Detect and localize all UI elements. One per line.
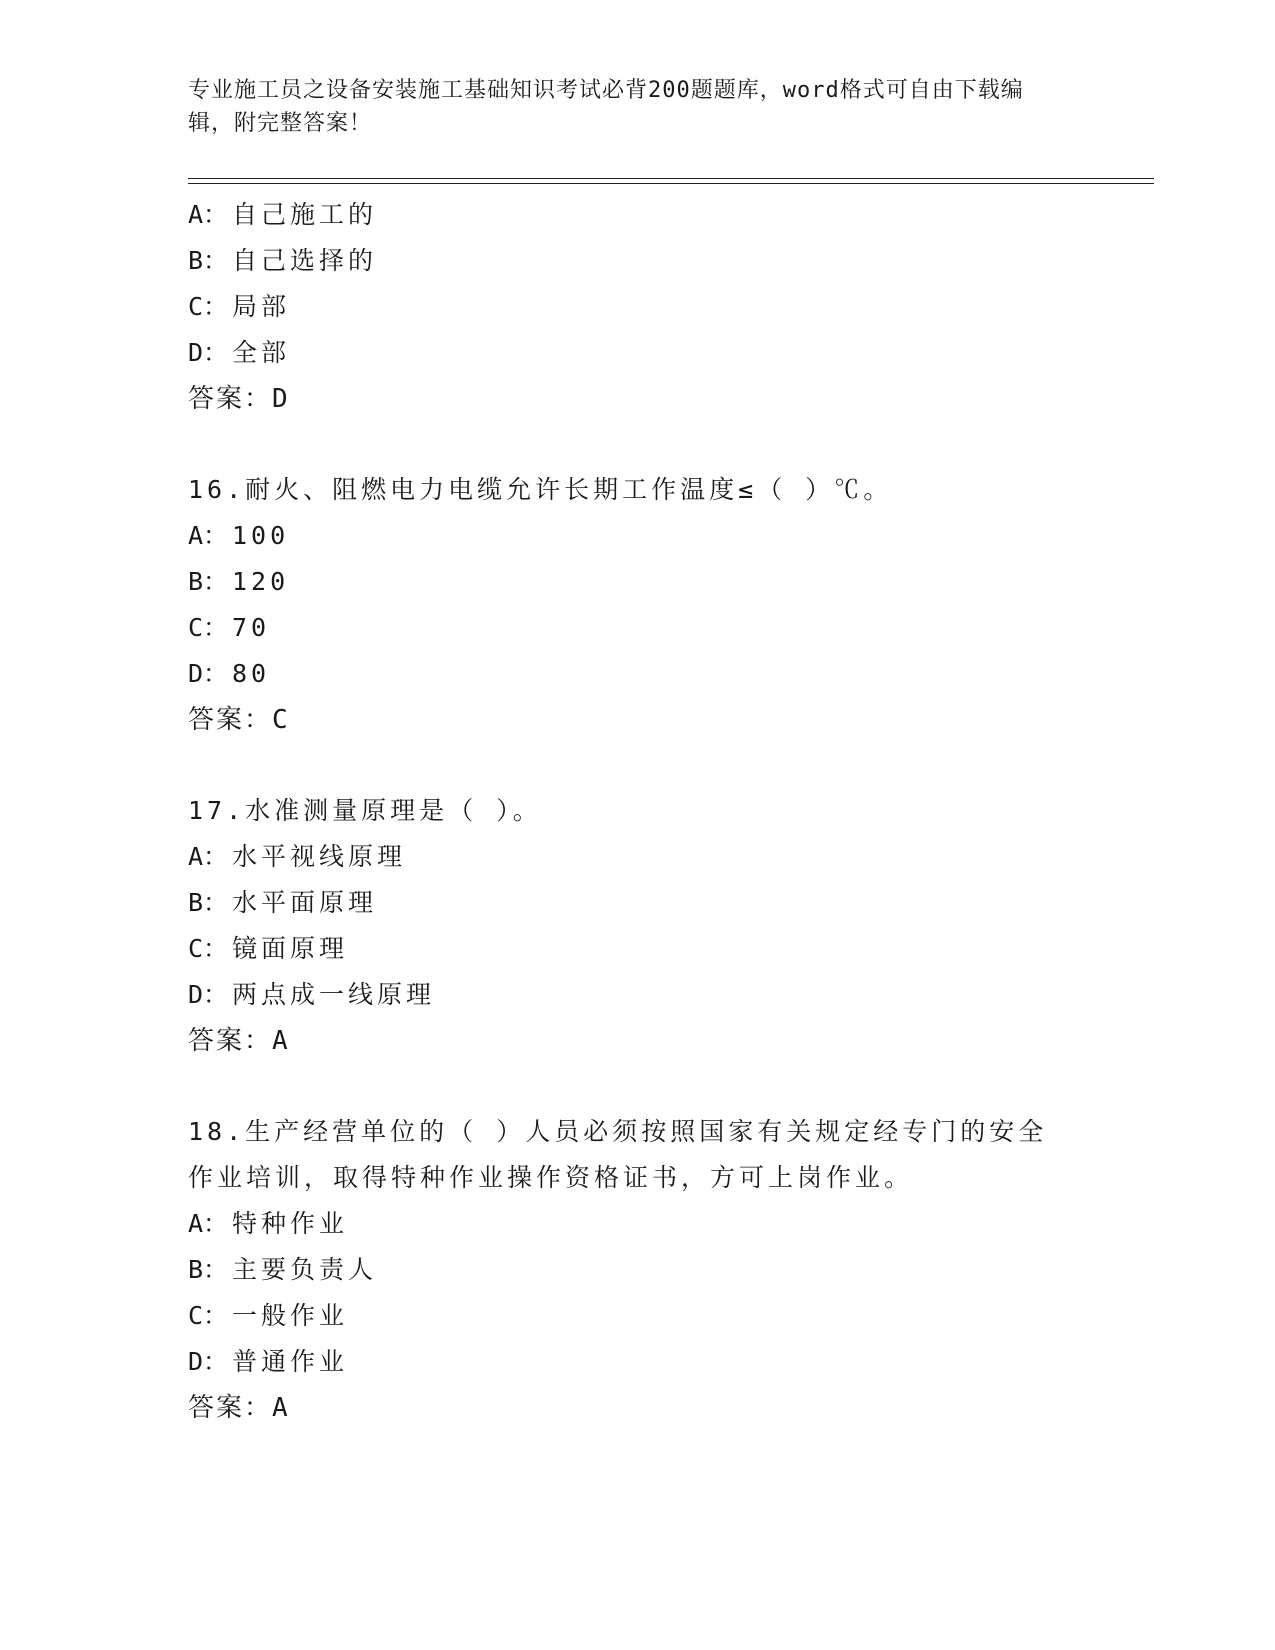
option-b [188, 559, 1088, 605]
option-letter: B： [188, 888, 229, 917]
option-letter: A： [188, 521, 229, 550]
option-text: 120 [232, 567, 290, 596]
option-c [188, 1293, 1088, 1339]
option-text: 80 [232, 659, 271, 688]
question-block [188, 1109, 1088, 1431]
option-text: 两点成一线原理 [232, 980, 436, 1009]
option-letter: B： [188, 1255, 229, 1284]
question-stem: 16.耐火、阻燃电力电缆允许长期工作温度≤（ ）℃。 [188, 475, 893, 504]
option-letter: D： [188, 980, 229, 1009]
option-d [188, 330, 1088, 376]
option-text: 自己选择的 [232, 246, 378, 275]
option-b [188, 1247, 1088, 1293]
answer-line: 答案：A [188, 1026, 290, 1056]
option-b [188, 238, 1088, 284]
option-a [188, 192, 1088, 238]
option-c [188, 605, 1088, 651]
option-letter: D： [188, 659, 229, 688]
option-text: 70 [232, 613, 271, 642]
option-d [188, 972, 1088, 1018]
question-block [188, 467, 1088, 743]
answer-line: 答案：C [188, 705, 290, 735]
option-letter: A： [188, 842, 229, 871]
answer-line: 答案：A [188, 1393, 290, 1423]
option-text: 一般作业 [232, 1301, 349, 1330]
option-text: 自己施工的 [232, 200, 378, 229]
option-letter: D： [188, 1347, 229, 1376]
option-c [188, 926, 1088, 972]
question-list [188, 192, 1088, 1431]
question-stem: 18.生产经营单位的（ ）人员必须按照国家有关规定经专门的安全作业培训，取得特种作业操作资格证书，方可上岗作业。 [188, 1117, 1048, 1192]
question-stem: 17.水准测量原理是（ ）。 [188, 796, 542, 825]
option-letter: B： [188, 567, 229, 596]
option-text: 局部 [232, 292, 291, 321]
option-letter: B： [188, 246, 229, 275]
option-a [188, 513, 1088, 559]
option-text: 水平视线原理 [232, 842, 407, 871]
answer-line: 答案：D [188, 384, 290, 414]
option-letter: C： [188, 934, 229, 963]
option-text: 100 [232, 521, 290, 550]
option-a [188, 834, 1088, 880]
option-text: 特种作业 [232, 1209, 349, 1238]
option-letter: D： [188, 338, 229, 367]
option-letter: A： [188, 1209, 229, 1238]
option-d [188, 1339, 1088, 1385]
option-text: 普通作业 [232, 1347, 349, 1376]
document-header-note: 专业施工员之设备安装施工基础知识考试必背200题题库，word格式可自由下载编辑，附完整答案！ [188, 78, 1024, 136]
option-letter: C： [188, 613, 229, 642]
option-text: 水平面原理 [232, 888, 378, 917]
option-text: 全部 [232, 338, 291, 367]
option-a [188, 1201, 1088, 1247]
question-block [188, 788, 1088, 1064]
option-text: 主要负责人 [232, 1255, 378, 1284]
option-letter: A： [188, 200, 229, 229]
option-d [188, 651, 1088, 697]
option-text: 镜面原理 [232, 934, 349, 963]
option-letter: C： [188, 1301, 229, 1330]
question-block-continued [188, 192, 1088, 422]
option-c [188, 284, 1088, 330]
option-letter: C： [188, 292, 229, 321]
header-divider-top [188, 178, 1154, 179]
option-b [188, 880, 1088, 926]
header-divider-bottom [188, 183, 1154, 184]
